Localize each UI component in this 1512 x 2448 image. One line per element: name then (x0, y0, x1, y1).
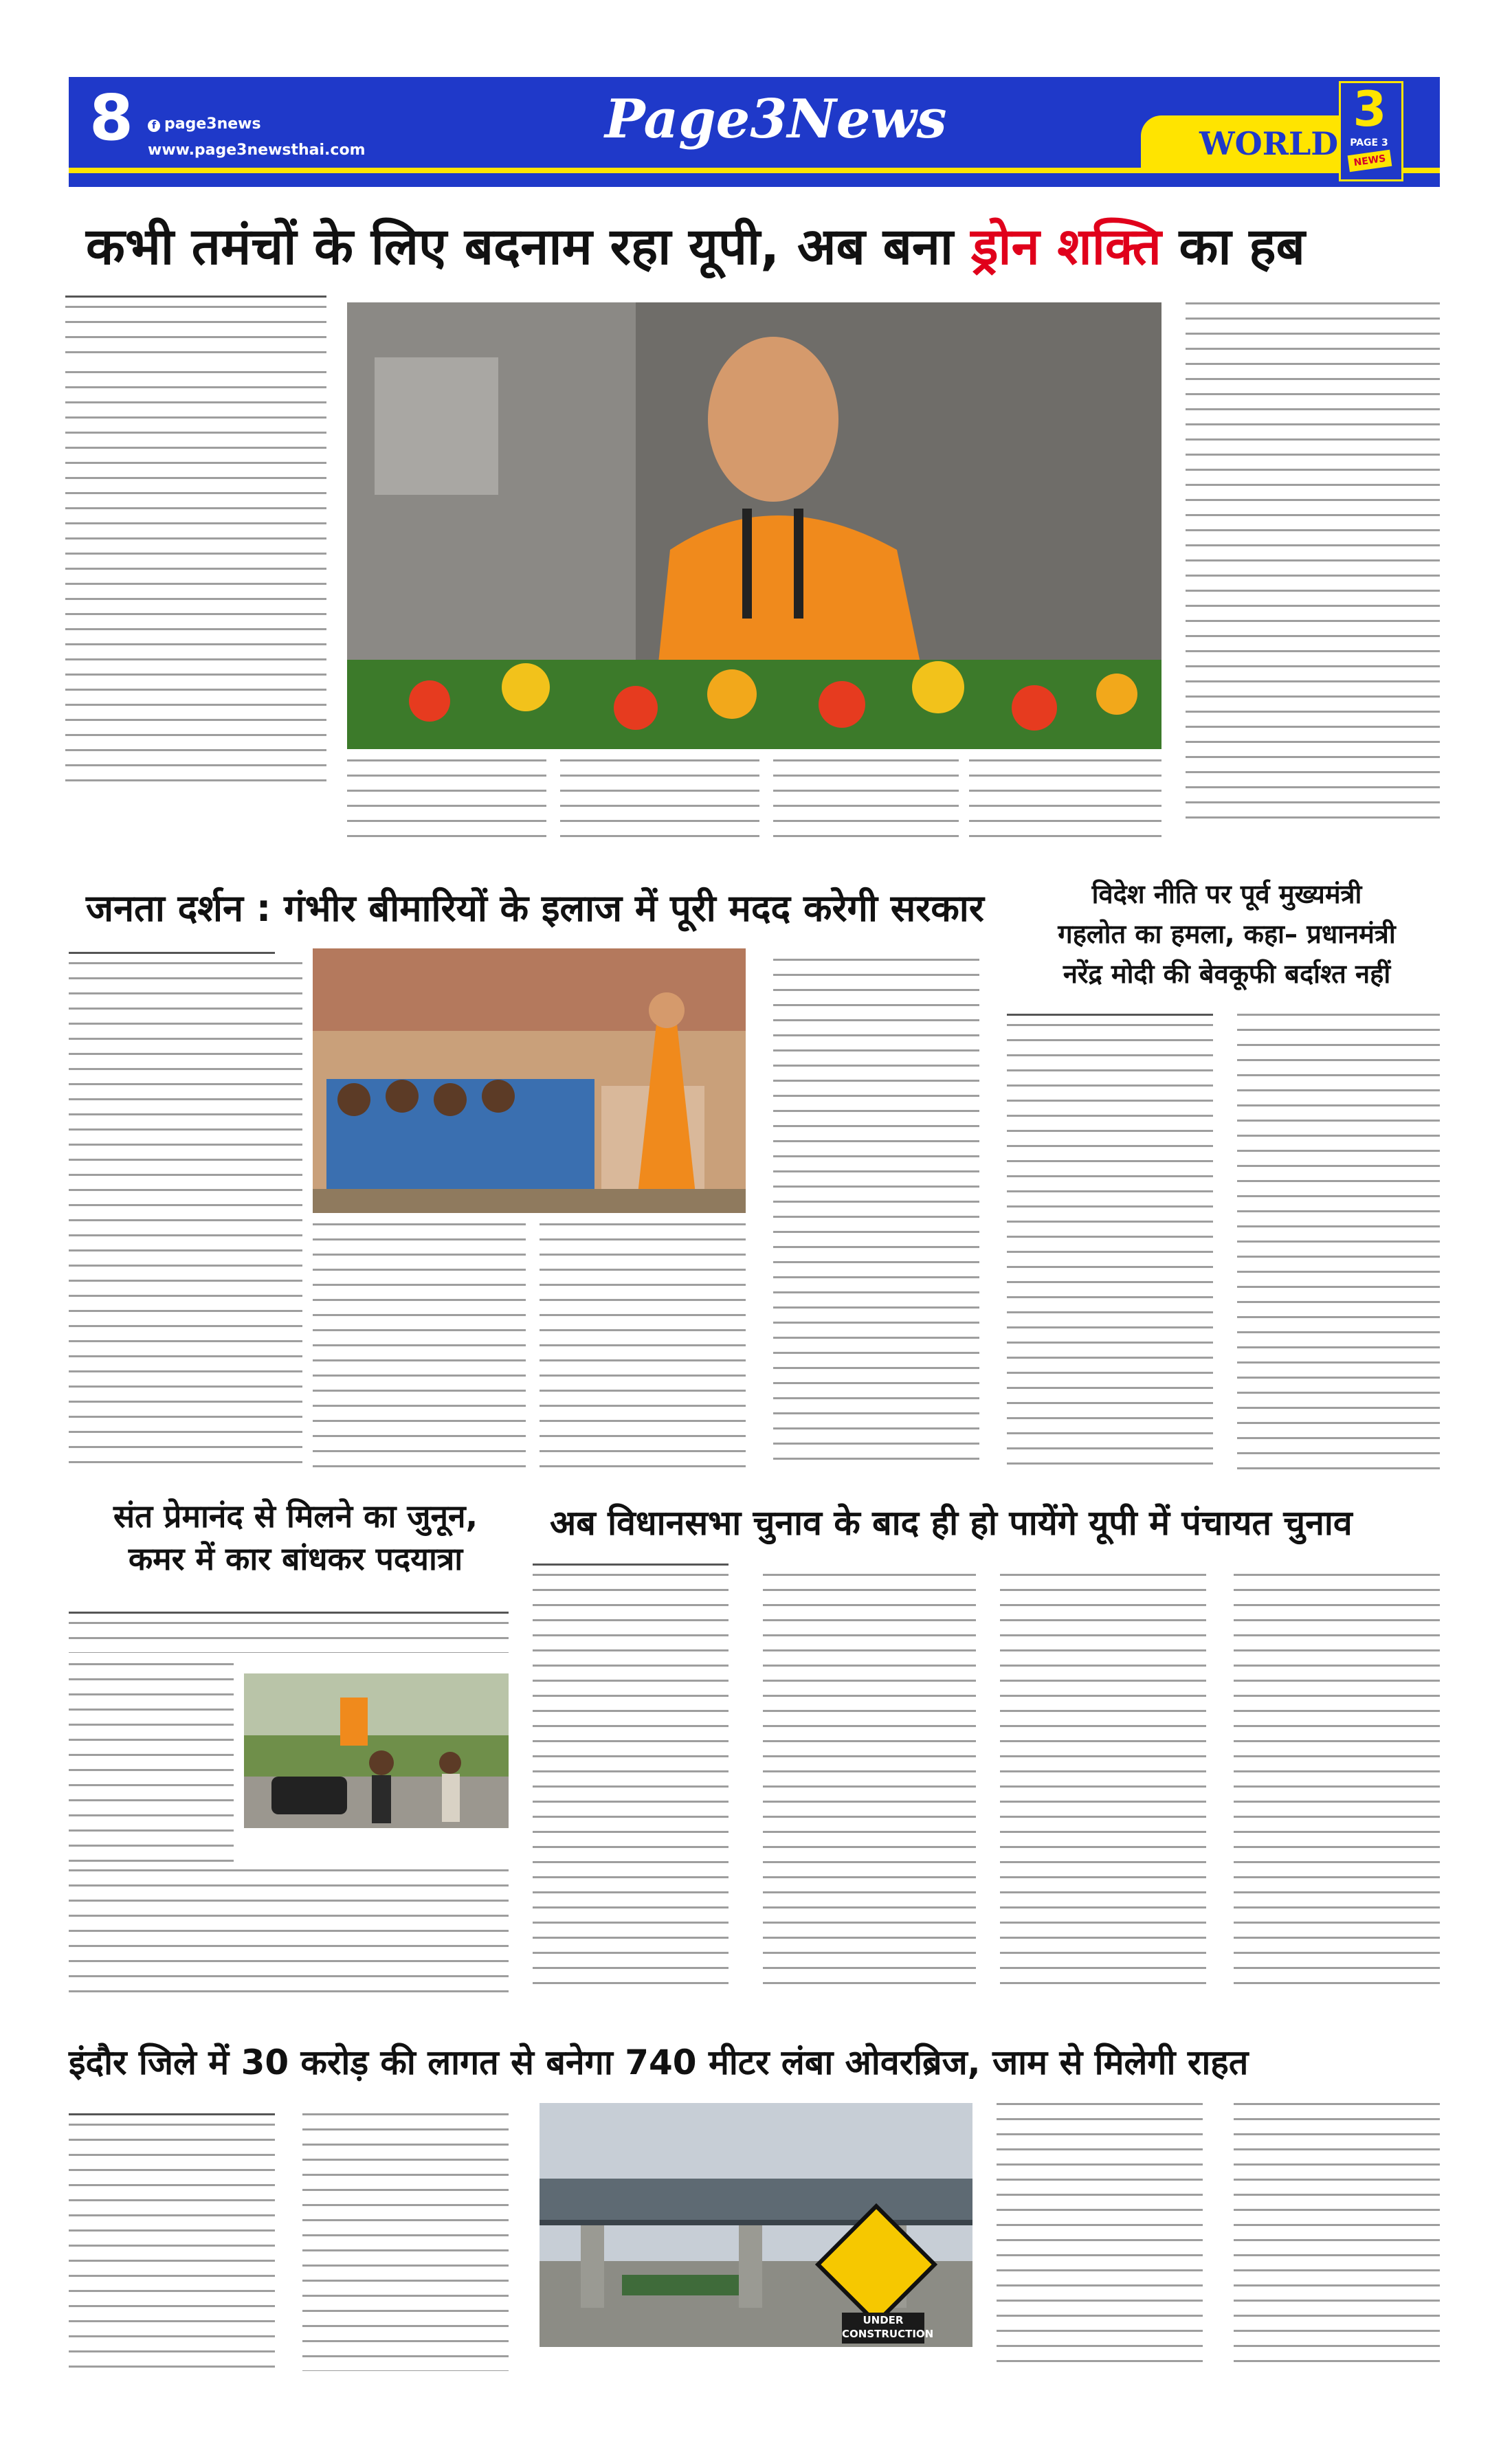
story6-text-col3 (997, 2103, 1203, 2371)
story3-byline-rule (1007, 1014, 1213, 1016)
sign-line2: CONSTRUCTION (842, 2328, 934, 2340)
story4-headline[interactable] (76, 1495, 515, 1580)
badge-tag: NEWS (1348, 150, 1392, 172)
story4-headline-line1: संत प्रेमानंद से मिलने का जुनून, (113, 1498, 478, 1535)
story5-byline-rule (533, 1564, 729, 1566)
story6-text-col1 (69, 2124, 275, 2371)
story6-text-col4 (1234, 2103, 1440, 2371)
story5-text-col1 (533, 1574, 729, 1993)
social-handle[interactable] (148, 115, 261, 133)
badge-text: PAGE 3 (1350, 137, 1388, 148)
story3-headline-line3: नरेंद्र मोदी की बेवकूफी बर्दाश्त नहीं (1063, 959, 1391, 989)
social-handle-text: page3news (164, 115, 261, 133)
story1-text-col3 (560, 759, 759, 849)
story2-headline[interactable]: जनता दर्शन : गंभीर बीमारियों के इलाज में पूरी मदद करेगी सरकार (86, 887, 984, 930)
story4-text-col2 (69, 1869, 509, 1993)
story3-text-col2 (1237, 1014, 1440, 1471)
section-label: WORLD (1199, 125, 1339, 162)
story6-photo (540, 2103, 972, 2347)
story1-byline (65, 306, 326, 361)
masthead-underline (69, 168, 1440, 173)
story1-headline-part1: कभी तमंचों के लिए बदनाम रहा यूपी, अब बना (86, 217, 954, 276)
story1-text-col2 (347, 759, 546, 849)
under-construction-sign (842, 2313, 934, 2341)
story1-headline-part2: का हब (1179, 217, 1305, 276)
story4-text-col1 (69, 1663, 234, 1866)
page-number: 8 (89, 81, 134, 155)
story5-text-col4 (1234, 1574, 1440, 1993)
story3-headline-line2: गहलोत का हमला, कहा– प्रधानमंत्री (1058, 919, 1396, 949)
website-link[interactable]: www.page3newsthai.com (148, 142, 366, 159)
story5-headline[interactable]: अब विधानसभा चुनाव के बाद ही हो पायेंगे यूपी में पंचायत चुनाव (550, 1503, 1353, 1543)
story1-photo (347, 302, 1161, 749)
sign-line1: UNDER (863, 2314, 904, 2326)
story4-byline (69, 1622, 509, 1653)
photo-speaker-at-podium (347, 302, 1161, 749)
story2-photo (313, 948, 746, 1213)
story3-text-col1 (1007, 1024, 1213, 1471)
badge-number: 3 (1353, 81, 1387, 137)
story2-text-col4 (773, 959, 979, 1471)
story6-byline-rule (69, 2113, 275, 2115)
facebook-icon: f (148, 120, 160, 132)
story1-byline-rule (65, 296, 326, 298)
story5-text-col3 (1000, 1574, 1206, 1993)
story1-text-col5 (969, 759, 1161, 849)
story5-text-col2 (763, 1574, 976, 1993)
story1-text-col1 (65, 371, 326, 794)
story2-text-col3 (540, 1223, 746, 1471)
story2-text-col1 (69, 962, 302, 1471)
newspaper-logo: Page3News (605, 88, 947, 151)
story1-text-col6 (1186, 302, 1440, 832)
story6-headline[interactable]: इंदौर जिले में 30 करोड़ की लागत से बनेगा 740 मीटर लंबा ओवरब्रिज, जाम से मिलेगी राहत (69, 2043, 1249, 2082)
story4-photo (244, 1673, 509, 1828)
story2-text-col2 (313, 1223, 526, 1471)
story1-headline-highlight: ड्रोन शक्ति (970, 217, 1161, 276)
photo-car-padyatra (244, 1673, 509, 1828)
story6-text-col2 (302, 2113, 509, 2371)
story2-byline-rule (69, 952, 275, 954)
photo-overbridge-construction (540, 2103, 972, 2347)
story1-text-col4 (773, 759, 959, 849)
story1-headline[interactable] (86, 210, 1433, 279)
story3-headline-line1: विदेश नीति पर पूर्व मुख्यमंत्री (1091, 879, 1362, 909)
story3-headline[interactable] (1014, 874, 1440, 994)
photo-janta-darshan (313, 948, 746, 1213)
story4-byline-rule (69, 1612, 509, 1614)
story4-headline-line2: कमर में कार बांधकर पदयात्रा (128, 1540, 463, 1577)
